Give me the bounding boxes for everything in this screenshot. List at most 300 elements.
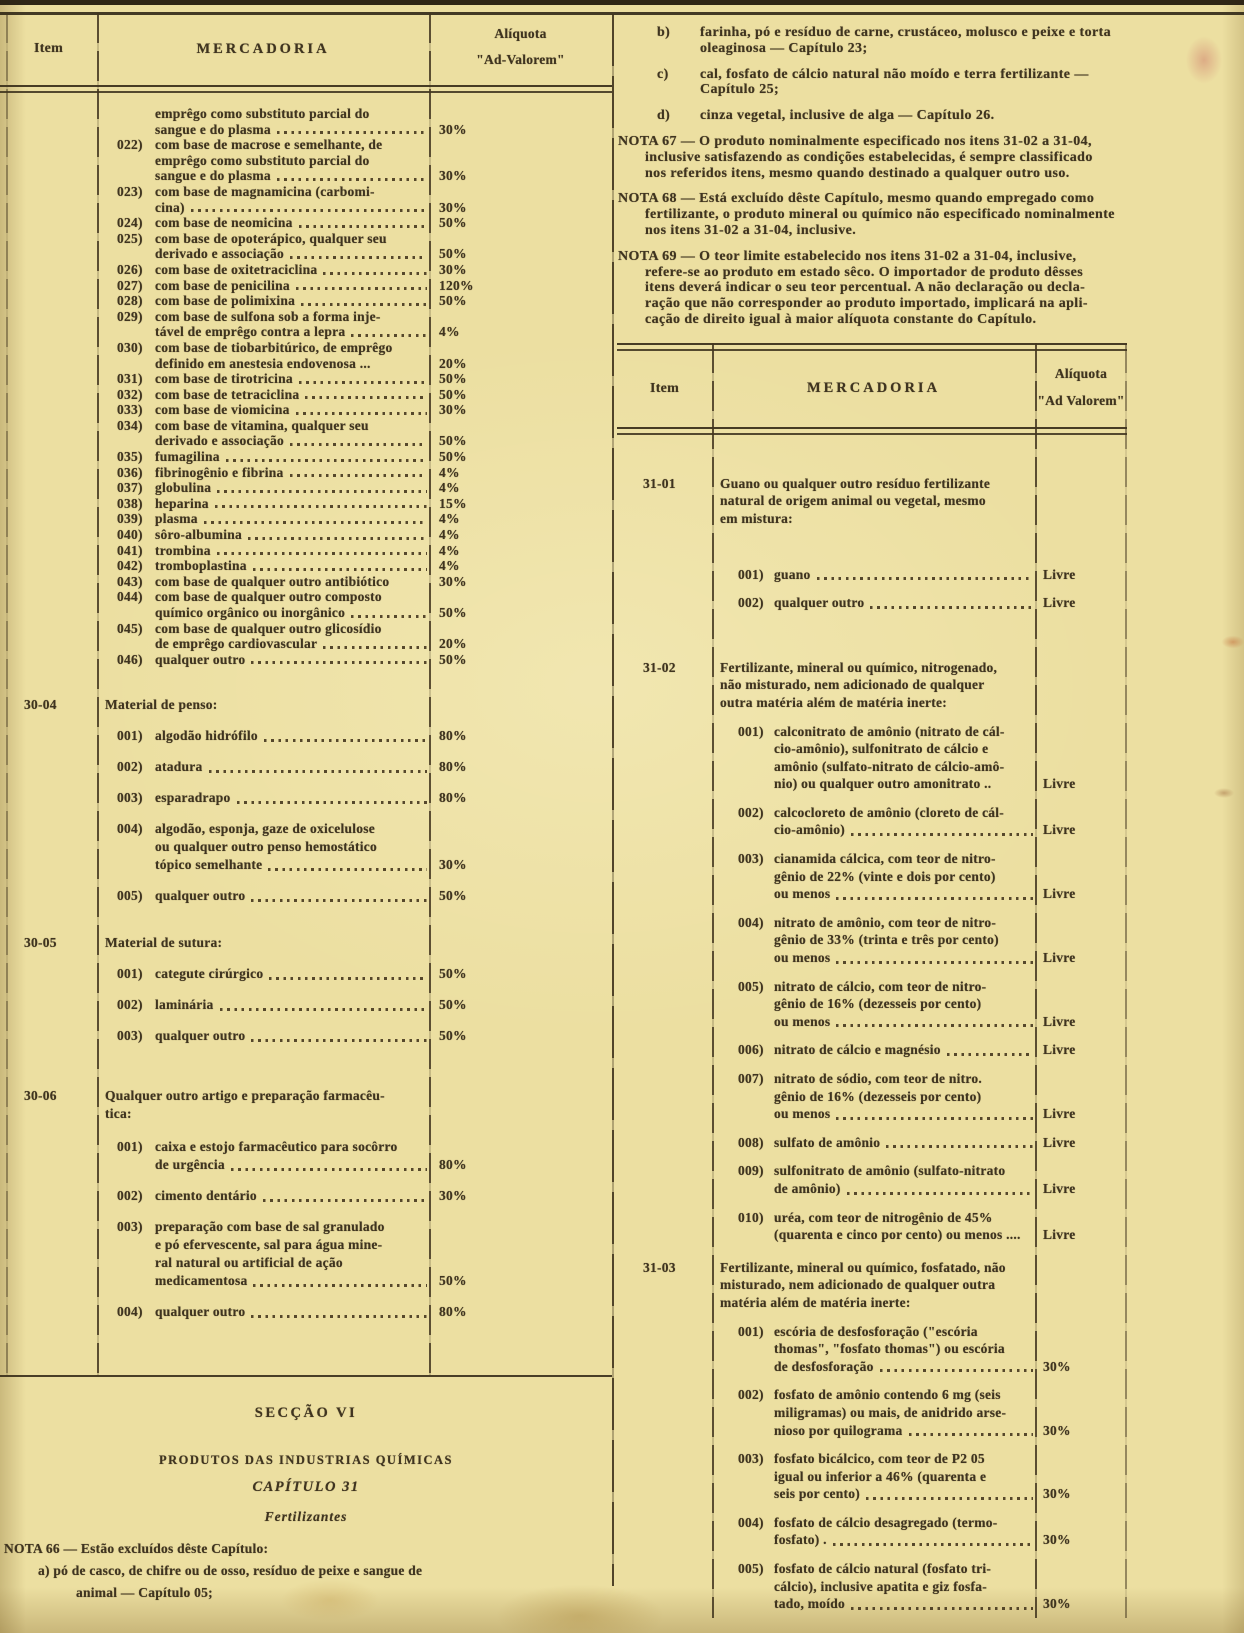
text-line xyxy=(774,949,1035,967)
rate-value: 120% xyxy=(439,277,474,293)
note-line xyxy=(645,150,1244,166)
row-description xyxy=(712,1209,1035,1244)
dot-leader xyxy=(264,739,427,742)
subitem-number: 038) xyxy=(117,495,143,511)
text-line xyxy=(774,1358,1035,1376)
note-line xyxy=(645,265,1244,281)
text-segment: com base de oxitetraciclina xyxy=(155,261,318,277)
note-line xyxy=(657,108,1244,124)
text-segment: com base de qualquer outro glicosídio xyxy=(155,620,382,636)
dot-leader xyxy=(836,1024,1033,1027)
row-description xyxy=(712,804,1035,839)
dot-leader xyxy=(886,1145,1033,1148)
subitem-text xyxy=(774,1041,1035,1059)
subitem-text xyxy=(774,1070,1035,1123)
table-row xyxy=(0,402,499,418)
rate-value: 30% xyxy=(439,121,467,137)
subitem-number: 003) xyxy=(738,851,764,867)
table-row xyxy=(617,914,1127,967)
rate-value: Livre xyxy=(1043,1013,1076,1029)
item-code: 31-02 xyxy=(643,659,676,675)
subitem-row xyxy=(97,558,429,574)
subitem-number: 024) xyxy=(117,215,143,231)
table-row xyxy=(0,465,499,481)
row-description xyxy=(97,1087,429,1123)
row-description xyxy=(97,1218,429,1290)
table-row xyxy=(0,309,499,340)
rate-value: 50% xyxy=(439,433,467,449)
text-line xyxy=(155,184,429,200)
subitem-text xyxy=(774,566,1035,584)
nota-66-line1: NOTA 66 — Estão excluídos dêste Capítulo: xyxy=(4,1541,269,1556)
text-line xyxy=(155,1272,429,1290)
table-row xyxy=(0,1187,499,1205)
rate-value: 50% xyxy=(439,371,467,387)
section-title: SECÇÃO VI xyxy=(254,1405,358,1421)
text-segment: escória de desfosforação ("escória xyxy=(774,1323,978,1339)
subitem-row xyxy=(712,1209,1035,1244)
subitem-text xyxy=(155,1218,429,1290)
note-line xyxy=(618,191,1244,207)
dot-leader xyxy=(191,209,427,212)
row-description xyxy=(97,934,429,952)
row-description xyxy=(97,543,429,559)
subitem-row xyxy=(712,594,1035,612)
rate-value: 30% xyxy=(439,402,467,418)
subitem-row xyxy=(97,340,429,371)
text-segment: com base de qualquer outro antibiótico xyxy=(155,573,390,589)
group-heading-line: natural de origem animal ou vegetal, mesmo xyxy=(720,493,986,509)
row-description xyxy=(97,727,429,745)
text-segment: qualquer outro xyxy=(155,888,246,904)
dot-leader xyxy=(220,1008,428,1011)
table-row xyxy=(617,1259,1127,1312)
dot-leader xyxy=(209,770,427,773)
rate-value: 4% xyxy=(439,558,460,574)
subitem-text xyxy=(155,965,429,983)
text-segment: plasma xyxy=(155,511,198,527)
group-heading-line: não misturado, nem adicionado de qualquer xyxy=(720,677,985,693)
subitem-text xyxy=(155,1027,429,1045)
subitem-text xyxy=(774,978,1035,1031)
rate-value: Livre xyxy=(1043,776,1076,792)
left-column xyxy=(0,13,612,1604)
text-line xyxy=(155,1218,429,1236)
text-segment: qualquer outro xyxy=(155,651,246,667)
dot-leader xyxy=(836,897,1033,900)
subitem-row xyxy=(97,293,429,309)
table-row xyxy=(0,262,499,278)
note-line xyxy=(645,166,1244,182)
text-line xyxy=(774,1386,1035,1404)
note-text: nos referidos itens, mesmo quando destinado a qualquer outro uso. xyxy=(645,165,1070,181)
table-row xyxy=(617,804,1127,839)
table-row xyxy=(617,850,1127,903)
text-line xyxy=(155,122,429,138)
text-segment: gênio de 16% (dezesseis por cento) xyxy=(774,996,982,1012)
text-segment: igual ou inferior a 46% (quarenta e xyxy=(774,1468,987,1484)
subitem-text xyxy=(155,449,429,465)
text-segment: ou menos xyxy=(774,950,831,966)
table-row xyxy=(0,278,499,294)
text-line xyxy=(155,153,429,169)
text-segment: laminária xyxy=(155,997,214,1013)
subitem-row xyxy=(97,789,429,807)
table-row xyxy=(617,1450,1127,1503)
row-description xyxy=(712,1070,1035,1123)
row-description xyxy=(712,1259,1035,1312)
dot-leader xyxy=(847,1192,1033,1195)
note-text: refere-se ao produto em estado sêco. O importador de produto dêsses xyxy=(645,264,1084,280)
row-description xyxy=(97,231,429,262)
right-column xyxy=(615,13,1244,1618)
row-description xyxy=(97,496,429,512)
rate-value: 30% xyxy=(1043,1532,1071,1548)
right-table-body xyxy=(617,435,1127,1613)
dot-leader xyxy=(870,606,1033,609)
subitem-text xyxy=(155,589,429,620)
text-line xyxy=(774,1422,1035,1440)
right-table xyxy=(617,343,1127,1618)
item-code: 31-03 xyxy=(643,1259,676,1275)
group-heading-line: matéria além de matéria inerte: xyxy=(720,1294,911,1310)
subitem-number: 001) xyxy=(738,566,764,582)
subitem-number: 046) xyxy=(117,651,143,667)
right-table-header xyxy=(617,351,1127,427)
table-row xyxy=(617,978,1127,1031)
row-description xyxy=(97,820,429,874)
subitem-row xyxy=(97,278,429,294)
subitem-number: 042) xyxy=(117,558,143,574)
subitem-text xyxy=(155,652,429,668)
text-line xyxy=(774,1450,1035,1468)
table-row xyxy=(0,558,499,574)
text-line xyxy=(155,387,429,403)
aliquota-line1: Alíquota xyxy=(1054,365,1108,381)
text-line xyxy=(774,594,1035,612)
text-segment: nitrato de sódio, com teor de nitro. xyxy=(774,1071,982,1086)
table-row xyxy=(0,996,499,1014)
text-line xyxy=(774,1013,1035,1031)
text-line xyxy=(774,1404,1035,1422)
table-row xyxy=(0,137,499,184)
table-row xyxy=(0,934,499,952)
dot-leader xyxy=(836,1117,1033,1120)
group-heading-line: misturado, nem adicionado de qualquer outra xyxy=(720,1277,996,1293)
text-segment: com base de magnamicina (carbomi- xyxy=(155,183,375,199)
text-line xyxy=(774,1134,1035,1152)
table-row xyxy=(0,1087,499,1123)
subitem-number: 008) xyxy=(738,1134,764,1150)
subitem-row xyxy=(97,231,429,262)
text-segment: qualquer outro xyxy=(155,1028,246,1044)
text-line xyxy=(774,1180,1035,1198)
subitem-text xyxy=(155,1138,429,1174)
row-description xyxy=(97,589,429,620)
text-line xyxy=(155,356,429,372)
text-line xyxy=(774,978,1035,996)
table-row xyxy=(0,887,499,905)
row-description xyxy=(97,278,429,294)
rate-value: 80% xyxy=(439,728,467,744)
text-segment: derivado e associação xyxy=(155,433,284,449)
subitem-row xyxy=(712,850,1035,903)
subitem-text xyxy=(774,594,1035,612)
table-row xyxy=(0,511,499,527)
text-segment: guano xyxy=(774,566,811,582)
subitem-text xyxy=(774,1560,1035,1613)
text-segment: de amônio) xyxy=(774,1180,841,1196)
subitem-row xyxy=(97,106,429,137)
text-line xyxy=(155,278,429,294)
rate-value: Livre xyxy=(1043,1106,1076,1122)
text-segment: nitrato de cálcio, com teor de nitro- xyxy=(774,978,987,994)
subitem-text xyxy=(774,1386,1035,1439)
text-segment: cina) xyxy=(155,199,185,215)
subitem-text xyxy=(155,996,429,1014)
text-line xyxy=(155,449,429,465)
table-row xyxy=(0,340,499,371)
rate-value: 4% xyxy=(439,542,460,558)
table-row xyxy=(617,1041,1127,1059)
text-line xyxy=(774,723,1035,741)
note-text: farinha, pó e resíduo de carne, crustáceo, molusco e peixe e torta xyxy=(700,25,1112,40)
note-line xyxy=(645,296,1244,312)
item-code: 30-06 xyxy=(24,1088,57,1104)
rate-value: 50% xyxy=(439,651,467,667)
group-continuation xyxy=(0,106,612,667)
subitem-row xyxy=(97,1027,429,1045)
text-line xyxy=(155,340,429,356)
text-line xyxy=(774,566,1035,584)
dot-leader xyxy=(866,1497,1033,1500)
row-description xyxy=(97,215,429,231)
text-line xyxy=(155,574,429,590)
table-row xyxy=(0,543,499,559)
subitem-row xyxy=(712,1386,1035,1439)
text-line xyxy=(155,1156,429,1174)
text-line xyxy=(774,868,1035,886)
column-header-mercadoria: MERCADORIA xyxy=(196,40,330,57)
rate-value: 20% xyxy=(439,636,467,652)
text-line xyxy=(774,1468,1035,1486)
note-text: NOTA 67 — O produto nominalmente especificado nos itens 31-02 a 31-04, xyxy=(618,133,1092,149)
subitem-number: 036) xyxy=(117,464,143,480)
note-line xyxy=(645,280,1244,296)
row-description xyxy=(97,340,429,371)
subitem-row xyxy=(97,652,429,668)
text-segment: nitrato de amônio, com teor de nitro- xyxy=(774,914,997,930)
row-description xyxy=(97,996,429,1014)
dot-leader xyxy=(351,334,427,337)
table-row xyxy=(617,723,1127,793)
dot-leader xyxy=(305,396,427,399)
subitem-number: 002) xyxy=(738,595,764,611)
note-text: NOTA 69 — O teor limite estabelecido nos itens 31-02 a 31-04, inclusive, xyxy=(618,248,1077,264)
row-description xyxy=(97,418,429,449)
text-line xyxy=(774,885,1035,903)
row-description xyxy=(97,1027,429,1045)
dot-leader xyxy=(215,505,427,508)
subitem-row xyxy=(97,820,429,874)
text-segment: e pó efervescente, sal para água mine- xyxy=(155,1237,383,1253)
subitem-number: 044) xyxy=(117,589,143,605)
subitem-text xyxy=(155,231,429,262)
subitem-number: 003) xyxy=(117,1028,143,1044)
subitem-row xyxy=(97,543,429,559)
rate-value: 80% xyxy=(439,759,467,775)
row-description xyxy=(97,511,429,527)
text-segment: esparadrapo xyxy=(155,790,231,806)
left-table-body xyxy=(0,93,612,1377)
text-segment: ou menos xyxy=(774,1106,831,1122)
table-row xyxy=(617,1134,1127,1152)
table-row xyxy=(0,1138,499,1174)
table-row xyxy=(617,1070,1127,1123)
text-line xyxy=(155,1303,429,1321)
subitem-number: 005) xyxy=(738,1561,764,1577)
row-description xyxy=(97,1187,429,1205)
rate-value: 30% xyxy=(439,168,467,184)
subitem-text xyxy=(155,496,429,512)
row-description xyxy=(712,475,1035,528)
text-line xyxy=(155,137,429,153)
right-table-right-rule xyxy=(1125,343,1127,1618)
text-line xyxy=(155,558,429,574)
subitem-text xyxy=(155,480,429,496)
aliquota-line2: "Ad Valorem" xyxy=(1037,392,1125,408)
rate-value: Livre xyxy=(1043,1042,1076,1058)
aliquota-line2: "Ad-Valorem" xyxy=(476,52,565,67)
row-description xyxy=(97,574,429,590)
text-line xyxy=(155,496,429,512)
text-line xyxy=(155,324,429,340)
group-heading-line: Material de sutura: xyxy=(105,935,223,951)
note-text: NOTA 68 — Está excluído dêste Capítulo, mesmo quando empregado como xyxy=(618,191,1095,207)
text-line xyxy=(774,1485,1035,1503)
subitem-row xyxy=(97,387,429,403)
text-segment: gênio de 16% (dezesseis por cento) xyxy=(774,1088,982,1104)
text-segment: de desfosforação xyxy=(774,1358,874,1374)
subitem-number: 035) xyxy=(117,449,143,465)
text-segment: gênio de 33% (trinta e três por cento) xyxy=(774,932,999,948)
text-line xyxy=(155,621,429,637)
subitem-number: 003) xyxy=(117,790,143,806)
table-row xyxy=(0,527,499,543)
text-segment: nitrato de cálcio e magnésio xyxy=(774,1042,941,1058)
text-segment: tado, moído xyxy=(774,1596,846,1612)
dot-leader xyxy=(204,521,427,524)
text-segment: fibrinogênio e fibrina xyxy=(155,464,284,480)
group-heading-line: Guano ou qualquer outro resíduo fertilizante xyxy=(720,475,991,491)
text-segment: fosfato bicálcico, com teor de P2 05 xyxy=(774,1451,985,1467)
text-segment: qualquer outro xyxy=(774,595,865,611)
column-divider xyxy=(612,14,614,1586)
text-line xyxy=(155,262,429,278)
note-line xyxy=(657,25,1244,41)
dot-leader xyxy=(836,961,1033,964)
column-header-aliquota xyxy=(1035,351,1127,427)
text-segment: miligramas) ou mais, de anidrido arse- xyxy=(774,1404,1007,1420)
subitem-row xyxy=(712,804,1035,839)
rate-value: Livre xyxy=(1043,1134,1076,1150)
group-heading-line: Qualquer outro artigo e preparação farmacêu- xyxy=(105,1088,385,1104)
subitem-row xyxy=(97,137,429,184)
column-header-mercadoria: MERCADORIA xyxy=(806,380,941,397)
rate-value: 50% xyxy=(439,888,467,904)
note-line xyxy=(618,134,1244,150)
text-line xyxy=(155,820,429,838)
column-header-item: Item xyxy=(650,380,679,396)
note-line xyxy=(645,207,1244,223)
subitem-text xyxy=(155,106,429,137)
nota-66-line2: a) pó de casco, de chifre ou de osso, resíduo de peixe e sangue de xyxy=(38,1563,423,1578)
row-description xyxy=(712,659,1035,712)
row-description xyxy=(712,914,1035,967)
subitem-number: 001) xyxy=(738,1323,764,1339)
table-row xyxy=(617,1323,1127,1376)
subitem-text xyxy=(774,804,1035,839)
subitem-number: 004) xyxy=(117,821,143,837)
subitem-number: 033) xyxy=(117,402,143,418)
note-line xyxy=(700,41,1244,57)
subitem-number: 001) xyxy=(117,966,143,982)
subitem-row xyxy=(97,496,429,512)
group-31-02 xyxy=(617,659,1127,1244)
text-line xyxy=(155,215,429,231)
text-segment: ou qualquer outro penso hemostático xyxy=(155,839,378,855)
text-segment: com base de opoterápico, qualquer seu xyxy=(155,230,387,246)
row-description xyxy=(97,652,429,668)
table-row xyxy=(617,659,1127,712)
note-line xyxy=(657,67,1244,83)
row-description xyxy=(97,387,429,403)
rate-value: Livre xyxy=(1043,886,1076,902)
table-row xyxy=(0,1303,499,1321)
rate-value: 50% xyxy=(439,449,467,465)
nota-paragraph xyxy=(615,249,1244,328)
subitem-number: 026) xyxy=(117,261,143,277)
table-row xyxy=(0,758,499,776)
rate-value: 80% xyxy=(439,1157,467,1173)
text-segment: emprêgo como substituto parcial do xyxy=(155,152,370,168)
exclusion-item xyxy=(615,67,1244,99)
subitem-number: 003) xyxy=(117,1219,143,1235)
table-row xyxy=(617,1209,1127,1244)
dot-leader xyxy=(296,287,427,290)
subitem-number: 004) xyxy=(738,1514,764,1530)
subitem-number: 025) xyxy=(117,230,143,246)
item-code: 30-05 xyxy=(24,935,57,951)
table-row xyxy=(0,231,499,262)
subitem-row xyxy=(712,1041,1035,1059)
text-line xyxy=(155,106,429,122)
table-row xyxy=(0,696,499,714)
chapter-subtitle: Fertilizantes xyxy=(264,1509,348,1524)
subitem-number: 001) xyxy=(117,1139,143,1155)
dot-leader xyxy=(251,1039,427,1042)
text-segment: com base de tirotricina xyxy=(155,371,293,387)
row-description xyxy=(712,850,1035,903)
row-description xyxy=(712,594,1035,612)
text-segment: ral natural ou artificial de ação xyxy=(155,1255,343,1271)
subitem-row xyxy=(712,1514,1035,1549)
subitem-number: 001) xyxy=(117,728,143,744)
row-description xyxy=(97,262,429,278)
text-segment: globulina xyxy=(155,480,212,496)
rate-value: 30% xyxy=(1043,1486,1071,1502)
subitem-row xyxy=(97,965,429,983)
